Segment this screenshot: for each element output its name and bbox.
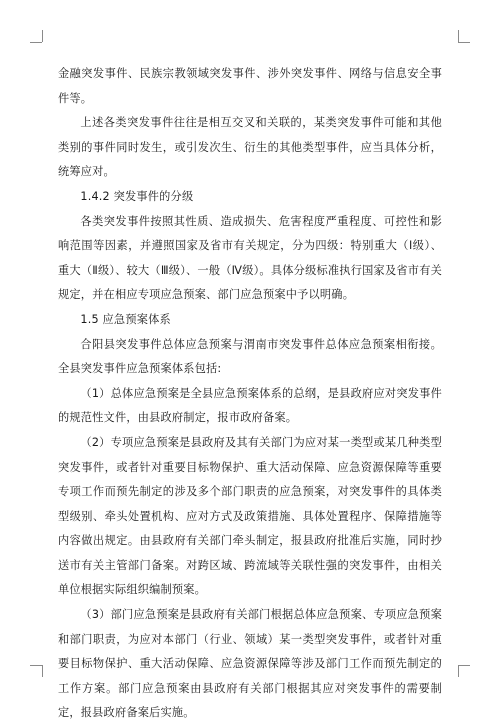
document-body: [58, 62, 442, 726]
paragraph-special-plan: （2）专项应急预案是县政府及其有关部门为应对某一类型或某几种类型突发事件，或者针对重要目标物保护、重大活动保障、应急资源保障等重要专项工作而预先制定的涉及多个部门职责的应急预案，对突发事件的具体类型级别、牵头处置机构、应对方式及政策措施、具体处置程序、保障措施等内容做出规定。由县政府有关部门牵头制定，报县政府批准后实施，同时抄送市有关主管部门备案。对跨区域、跨流域等关联性强的突发事件，由相关单位根据实际组织编制预案。: [58, 435, 442, 597]
paragraph-interrelation: 上述各类突发事件往往是相互交叉和关联的，某类突发事件可能和其他类别的事件同时发生，或引发次生、衍生的其他类型事件，应当具体分析，统筹应对。: [58, 116, 442, 179]
crop-mark-bottom-right-v: [458, 665, 459, 677]
crop-mark-top-right-h: [458, 42, 470, 43]
paragraph-continuation: 金融突发事件、民族宗教领域突发事件、涉外突发事件、网络与信息安全事件等。: [58, 67, 442, 105]
crop-mark-top-right-v: [458, 30, 459, 42]
crop-mark-top-left-h: [30, 42, 42, 43]
crop-mark-bottom-right-h: [458, 665, 470, 666]
section-heading-1-4-2: 1.4.2 突发事件的分级: [80, 189, 194, 203]
paragraph-grading: 各类突发事件按照其性质、造成损失、危害程度严重程度、可控性和影响范围等因素，并遵照国家及省市有关规定，分为四级：特别重大（Ⅰ级）、重大（Ⅱ级）、较大（Ⅲ级）、一般（Ⅳ级）。具体分级标准执行国家及省市有关规定，并在相应专项应急预案、部门应急预案中予以明确。: [58, 214, 442, 302]
crop-mark-bottom-left-h: [30, 665, 42, 666]
paragraph-department-plan: （3）部门应急预案是县政府有关部门根据总体应急预案、专项应急预案和部门职责，为应对本部门（行业、领域）某一类型突发事件，或者针对重要目标物保护、重大活动保障、应急资源保障等涉及部门工作而预先制定的工作方案。部门应急预案由县政府有关部门根据其应对突发事件的需要制定，报县政府备案后实施。: [58, 608, 442, 720]
section-heading-1-5: 1.5 应急预案体系: [80, 312, 171, 326]
crop-mark-bottom-left-v: [42, 665, 43, 677]
crop-mark-top-left-v: [42, 30, 43, 42]
paragraph-system-intro: 合阳县突发事件总体应急预案与渭南市突发事件总体应急预案相衔接。全县突发事件应急预案体系包括:: [58, 337, 442, 376]
paragraph-overall-plan: （1）总体应急预案是全县应急预案体系的总纲，是县政府应对突发事件的规范性文件，由县政府制定，报市政府备案。: [58, 386, 442, 425]
